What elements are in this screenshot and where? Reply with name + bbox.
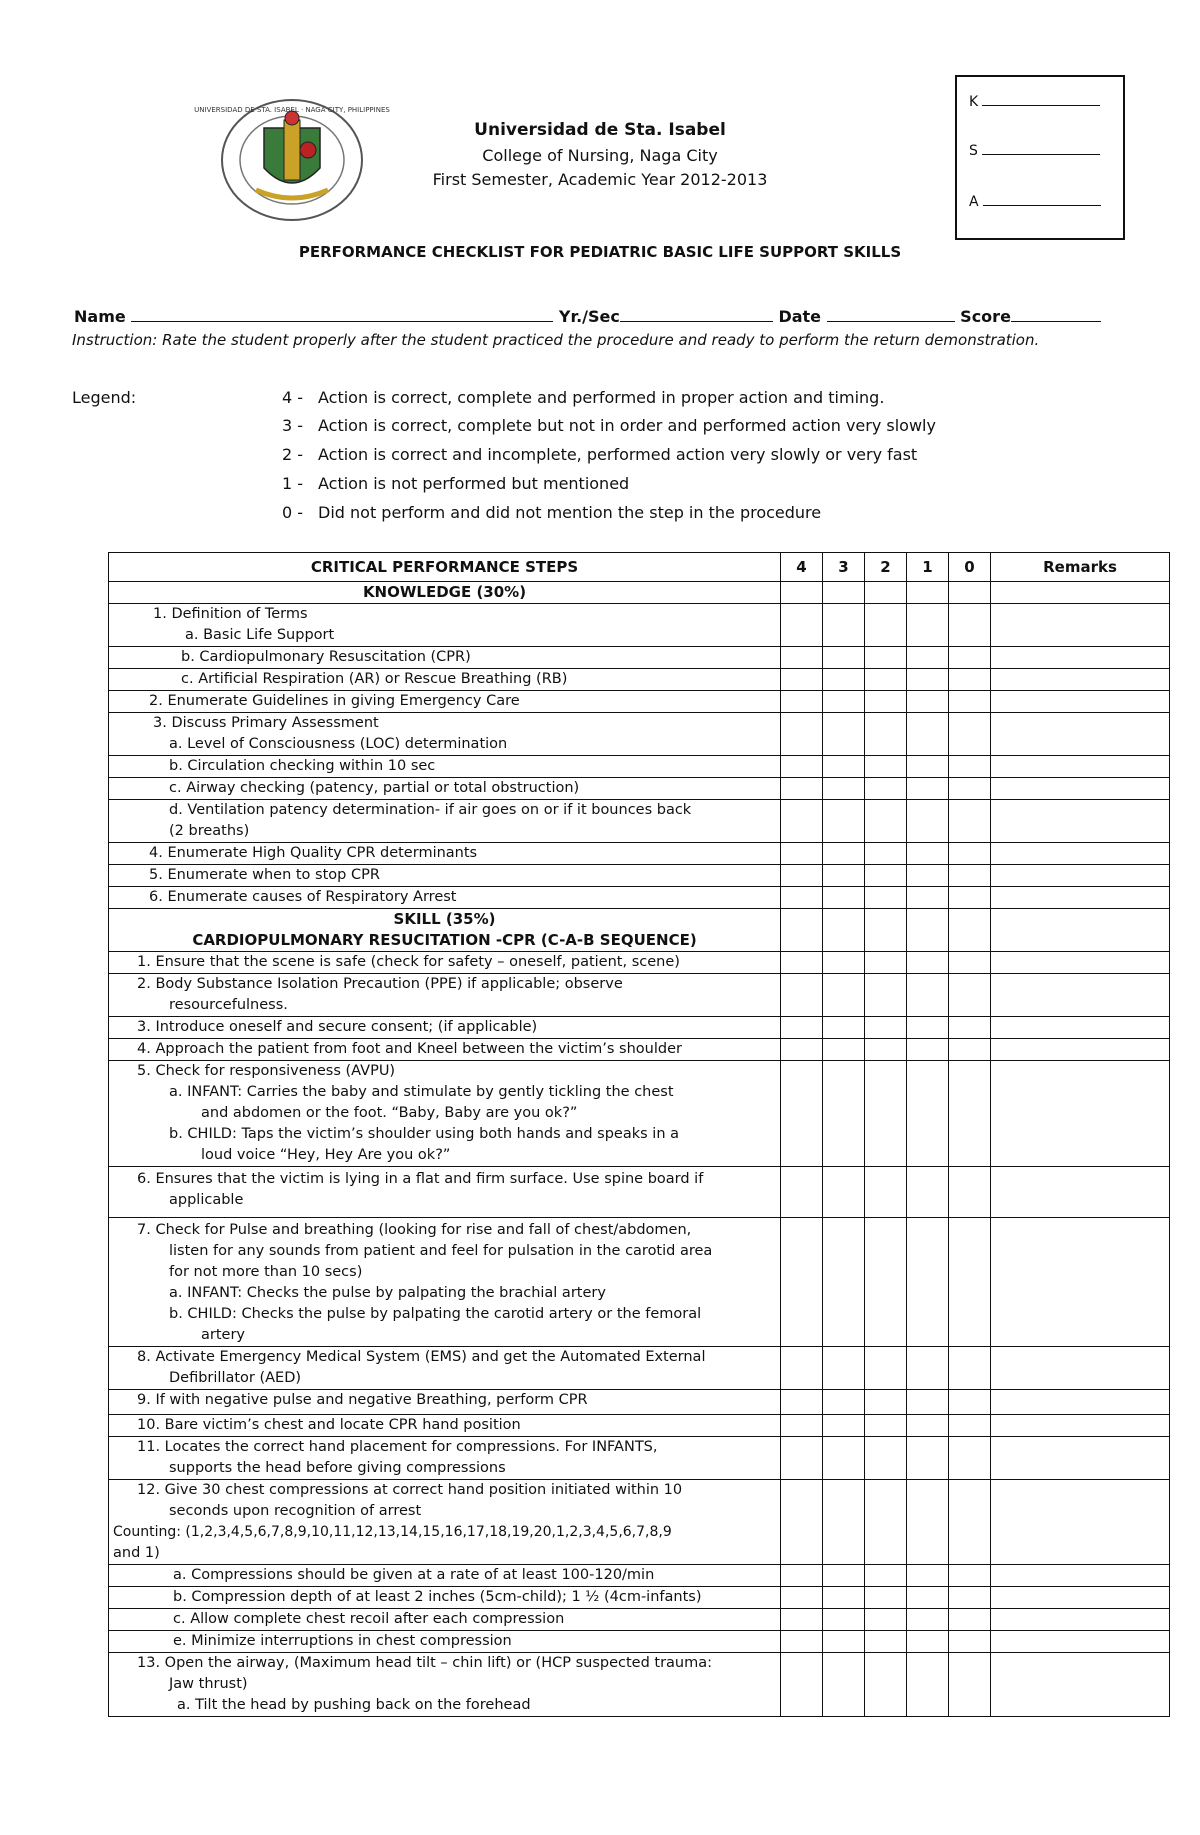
score-cell[interactable] — [949, 1061, 991, 1167]
semester-text: First Semester, Academic Year 2012-2013 — [432, 170, 768, 189]
score-cell[interactable] — [781, 887, 823, 909]
score-cell[interactable] — [823, 952, 865, 974]
remarks-cell[interactable] — [991, 843, 1170, 865]
score-cell[interactable] — [823, 1017, 865, 1039]
score-cell[interactable] — [781, 843, 823, 865]
score-cell[interactable] — [865, 647, 907, 669]
score-cell[interactable] — [865, 1347, 907, 1390]
score-cell[interactable] — [865, 1061, 907, 1167]
score-cell[interactable] — [949, 865, 991, 887]
score-cell[interactable] — [949, 1653, 991, 1717]
table-row: 6. Ensures that the victim is lying in a flat and firm surface. Use spine board if applicable — [109, 1167, 1170, 1218]
score-cell[interactable] — [865, 1167, 907, 1218]
score-cell[interactable] — [781, 1480, 823, 1565]
university-name: Universidad de Sta. Isabel — [474, 120, 726, 140]
score-cell[interactable] — [823, 1218, 865, 1347]
table-row: b. Compression depth of at least 2 inches (5cm-child); 1 ½ (4cm-infants) — [109, 1587, 1170, 1609]
score-cell[interactable] — [781, 1347, 823, 1390]
score-cell[interactable] — [949, 713, 991, 756]
remarks-cell[interactable] — [991, 1039, 1170, 1061]
column-header-0: 0 — [949, 553, 991, 582]
table-row: 11. Locates the correct hand placement for compressions. For INFANTS, supports the head before giving compressions — [109, 1437, 1170, 1480]
score-label: Score — [960, 307, 1011, 326]
score-cell[interactable] — [865, 952, 907, 974]
remarks-cell[interactable] — [991, 887, 1170, 909]
score-cell[interactable] — [823, 800, 865, 843]
score-cell[interactable] — [781, 756, 823, 778]
score-cell[interactable] — [949, 843, 991, 865]
score-cell[interactable] — [907, 756, 949, 778]
table-row: 3. Introduce oneself and secure consent; (if applicable) — [109, 1017, 1170, 1039]
score-cell[interactable] — [907, 669, 949, 691]
score-cell[interactable] — [907, 887, 949, 909]
score-cell[interactable] — [823, 1609, 865, 1631]
yrsec-field[interactable] — [620, 306, 773, 322]
score-cell[interactable] — [907, 1167, 949, 1218]
table-row: c. Artificial Respiration (AR) or Rescue Breathing (RB) — [109, 669, 1170, 691]
score-cell[interactable] — [907, 952, 949, 974]
score-cell[interactable] — [907, 1347, 949, 1390]
score-cell[interactable] — [865, 1480, 907, 1565]
ksa-a[interactable]: A — [969, 191, 1101, 210]
table-row: 5. Check for responsiveness (AVPU) a. INFANT: Carries the baby and stimulate by gently tickling the chest and abdomen or the foot. “Baby, Baby are you ok?” b. CHILD: Taps the victim’s shoulder using both hands and speaks in a loud voice “Hey, Hey Are you ok?” — [109, 1061, 1170, 1167]
score-cell[interactable] — [949, 974, 991, 1017]
score-cell[interactable] — [949, 1218, 991, 1347]
ksa-s[interactable]: S — [969, 140, 1100, 159]
score-cell[interactable] — [823, 1480, 865, 1565]
table-row: c. Allow complete chest recoil after each compression — [109, 1609, 1170, 1631]
score-cell[interactable] — [907, 1017, 949, 1039]
score-cell[interactable] — [823, 843, 865, 865]
remarks-cell[interactable] — [991, 1653, 1170, 1717]
table-row: a. Compressions should be given at a rate of at least 100-120/min — [109, 1565, 1170, 1587]
document-title: PERFORMANCE CHECKLIST FOR PEDIATRIC BASIC LIFE SUPPORT SKILLS — [298, 243, 902, 261]
remarks-cell[interactable] — [991, 800, 1170, 843]
remarks-cell[interactable] — [991, 647, 1170, 669]
score-cell[interactable] — [823, 974, 865, 1017]
remarks-cell[interactable] — [991, 1565, 1170, 1587]
score-cell[interactable] — [823, 713, 865, 756]
score-cell[interactable] — [907, 647, 949, 669]
score-cell[interactable] — [823, 756, 865, 778]
score-cell[interactable] — [907, 1039, 949, 1061]
remarks-cell[interactable] — [991, 1437, 1170, 1480]
score-cell[interactable] — [823, 691, 865, 713]
score-cell[interactable] — [823, 1039, 865, 1061]
score-cell[interactable] — [781, 604, 823, 647]
table-header-row — [109, 553, 1170, 582]
score-cell[interactable] — [949, 1587, 991, 1609]
table-row: 5. Enumerate when to stop CPR — [109, 865, 1170, 887]
score-cell[interactable] — [865, 1437, 907, 1480]
score-cell[interactable] — [865, 756, 907, 778]
score-cell[interactable] — [865, 778, 907, 800]
table-row: 2. Enumerate Guidelines in giving Emergency Care — [109, 691, 1170, 713]
table-row: 4. Approach the patient from foot and Kneel between the victim’s shoulder — [109, 1039, 1170, 1061]
score-cell[interactable] — [907, 1587, 949, 1609]
legend-item: 3 - Action is correct, complete but not in order and performed action very slowly — [282, 416, 936, 435]
remarks-cell[interactable] — [991, 1061, 1170, 1167]
score-cell[interactable] — [907, 604, 949, 647]
score-cell[interactable] — [907, 1415, 949, 1437]
legend-item: 0 - Did not perform and did not mention the step in the procedure — [282, 503, 822, 522]
score-cell[interactable] — [781, 1587, 823, 1609]
score-cell[interactable] — [823, 1653, 865, 1717]
score-cell[interactable] — [865, 843, 907, 865]
score-cell[interactable] — [781, 1565, 823, 1587]
score-cell[interactable] — [865, 800, 907, 843]
remarks-cell[interactable] — [991, 1390, 1170, 1415]
table-row: 6. Enumerate causes of Respiratory Arrest — [109, 887, 1170, 909]
score-cell[interactable] — [907, 974, 949, 1017]
score-cell[interactable] — [781, 691, 823, 713]
score-cell[interactable] — [907, 843, 949, 865]
score-cell[interactable] — [907, 1609, 949, 1631]
score-cell[interactable] — [865, 604, 907, 647]
score-cell[interactable] — [907, 778, 949, 800]
table-row: 7. Check for Pulse and breathing (looking for rise and fall of chest/abdomen, listen for any sounds from patient and feel for pulsation in the carotid area for not more than 10 secs) a. INFANT: Checks the pulse by palpating the brachial artery b. CHILD: Checks the pulse by palpating the carotid artery or the femoral artery — [109, 1218, 1170, 1347]
column-header-remarks: Remarks — [991, 553, 1170, 582]
table-row: 2. Body Substance Isolation Precaution (PPE) if applicable; observe resourcefulness. — [109, 974, 1170, 1017]
score-cell[interactable] — [865, 1390, 907, 1415]
score-cell[interactable] — [907, 1565, 949, 1587]
date-field[interactable] — [827, 306, 955, 322]
score-cell[interactable] — [781, 778, 823, 800]
score-cell[interactable] — [949, 604, 991, 647]
score-cell[interactable] — [865, 691, 907, 713]
column-header-4: 4 — [781, 553, 823, 582]
university-seal — [194, 98, 390, 222]
score-cell[interactable] — [865, 1415, 907, 1437]
score-cell[interactable] — [823, 1167, 865, 1218]
table-row: 8. Activate Emergency Medical System (EMS) and get the Automated External Defibrillator (AED) — [109, 1347, 1170, 1390]
score-cell[interactable] — [823, 1631, 865, 1653]
score-cell[interactable] — [949, 1347, 991, 1390]
score-cell[interactable] — [907, 1390, 949, 1415]
score-cell[interactable] — [949, 1609, 991, 1631]
score-cell[interactable] — [823, 865, 865, 887]
column-header-3: 3 — [823, 553, 865, 582]
instruction-text: Instruction: Rate the student properly after the student practiced the procedure and ready to perform the return demonstration. — [72, 331, 1040, 349]
score-cell[interactable] — [781, 865, 823, 887]
score-cell[interactable] — [823, 1390, 865, 1415]
score-cell[interactable] — [823, 1437, 865, 1480]
score-cell[interactable] — [949, 1631, 991, 1653]
remarks-cell[interactable] — [991, 1587, 1170, 1609]
score-cell[interactable] — [781, 800, 823, 843]
score-cell[interactable] — [949, 1039, 991, 1061]
remarks-cell[interactable] — [991, 1167, 1170, 1218]
remarks-cell[interactable] — [991, 778, 1170, 800]
score-cell[interactable] — [865, 865, 907, 887]
score-cell[interactable] — [781, 713, 823, 756]
section-row-skill: SKILL (35%) CARDIOPULMONARY RESUCITATION -CPR (C-A-B SEQUENCE) — [109, 909, 1170, 952]
score-cell[interactable] — [823, 604, 865, 647]
score-cell[interactable] — [907, 713, 949, 756]
table-row: c. Airway checking (patency, partial or total obstruction) — [109, 778, 1170, 800]
ksa-k[interactable]: K — [969, 91, 1100, 110]
score-cell[interactable] — [949, 756, 991, 778]
score-cell[interactable] — [781, 1017, 823, 1039]
score-cell[interactable] — [823, 1565, 865, 1587]
score-cell[interactable] — [823, 1061, 865, 1167]
student-info-line — [74, 306, 1101, 326]
score-cell[interactable] — [949, 1565, 991, 1587]
score-cell[interactable] — [781, 1609, 823, 1631]
table-row: 1. Definition of Terms a. Basic Life Support — [109, 604, 1170, 647]
name-label: Name — [74, 307, 126, 326]
yrsec-label: Yr./Sec — [558, 307, 620, 326]
score-cell[interactable] — [865, 669, 907, 691]
score-cell[interactable] — [823, 1347, 865, 1390]
score-cell[interactable] — [907, 691, 949, 713]
score-cell[interactable] — [781, 669, 823, 691]
score-cell[interactable] — [949, 669, 991, 691]
table-row: 4. Enumerate High Quality CPR determinants — [109, 843, 1170, 865]
remarks-cell[interactable] — [991, 865, 1170, 887]
remarks-cell[interactable] — [991, 1415, 1170, 1437]
table-row: 1. Ensure that the scene is safe (check for safety – oneself, patient, scene) — [109, 952, 1170, 974]
score-cell[interactable] — [949, 887, 991, 909]
table-row: e. Minimize interruptions in chest compression — [109, 1631, 1170, 1653]
score-cell[interactable] — [865, 1218, 907, 1347]
score-cell[interactable] — [865, 1609, 907, 1631]
table-row: b. Circulation checking within 10 sec — [109, 756, 1170, 778]
score-cell[interactable] — [781, 1631, 823, 1653]
score-cell[interactable] — [823, 778, 865, 800]
score-cell[interactable] — [949, 1390, 991, 1415]
score-cell[interactable] — [949, 1437, 991, 1480]
remarks-cell[interactable] — [991, 1017, 1170, 1039]
score-cell[interactable] — [823, 669, 865, 691]
remarks-cell[interactable] — [991, 691, 1170, 713]
score-cell[interactable] — [949, 691, 991, 713]
score-cell[interactable] — [865, 713, 907, 756]
remarks-cell[interactable] — [991, 1218, 1170, 1347]
svg-text:UNIVERSIDAD DE STA. ISABEL · N: UNIVERSIDAD DE STA. ISABEL · NAGA CITY, PHILIPPINES — [194, 106, 390, 114]
score-cell[interactable] — [865, 887, 907, 909]
score-cell[interactable] — [865, 1587, 907, 1609]
score-cell[interactable] — [949, 1017, 991, 1039]
name-field[interactable] — [131, 306, 553, 322]
legend-item: 1 - Action is not performed but mentioned — [282, 474, 630, 493]
score-cell[interactable] — [781, 1039, 823, 1061]
table-row: 12. Give 30 chest compressions at correct hand position initiated within 10 seconds upon recognition of arrest Counting: (1,2,3,4,5,6,7,8,9,10,11,12,13,14,15,16,17,18,19,20,1,2,3,4,5,6,7,8,9 and 1) — [109, 1480, 1170, 1565]
legend-item: 4 - Action is correct, complete and performed in proper action and timing. — [282, 388, 885, 407]
score-cell[interactable] — [781, 1415, 823, 1437]
score-cell[interactable] — [949, 1415, 991, 1437]
remarks-cell[interactable] — [991, 713, 1170, 756]
remarks-cell[interactable] — [991, 974, 1170, 1017]
score-cell[interactable] — [949, 778, 991, 800]
college-name: College of Nursing, Naga City — [482, 146, 718, 165]
remarks-cell[interactable] — [991, 604, 1170, 647]
score-cell[interactable] — [949, 647, 991, 669]
score-cell[interactable] — [781, 1653, 823, 1717]
score-cell[interactable] — [781, 974, 823, 1017]
table-row: 3. Discuss Primary Assessment a. Level of Consciousness (LOC) determination — [109, 713, 1170, 756]
score-cell[interactable] — [781, 1167, 823, 1218]
performance-checklist-table — [108, 552, 1170, 1717]
score-cell[interactable] — [781, 952, 823, 974]
score-cell[interactable] — [781, 1437, 823, 1480]
score-cell[interactable] — [949, 1480, 991, 1565]
remarks-cell[interactable] — [991, 1609, 1170, 1631]
score-cell[interactable] — [907, 1218, 949, 1347]
score-cell[interactable] — [823, 887, 865, 909]
score-cell[interactable] — [865, 1017, 907, 1039]
score-cell[interactable] — [865, 1631, 907, 1653]
score-cell[interactable] — [949, 800, 991, 843]
table-row: b. Cardiopulmonary Resuscitation (CPR) — [109, 647, 1170, 669]
score-cell[interactable] — [865, 974, 907, 1017]
score-cell[interactable] — [823, 1587, 865, 1609]
legend-label: Legend: — [72, 388, 137, 407]
table-row: 13. Open the airway, (Maximum head tilt – chin lift) or (HCP suspected trauma: Jaw thrust) a. Tilt the head by pushing back on the forehead — [109, 1653, 1170, 1717]
score-cell[interactable] — [865, 1039, 907, 1061]
score-cell[interactable] — [823, 647, 865, 669]
score-cell[interactable] — [781, 647, 823, 669]
score-cell[interactable] — [907, 800, 949, 843]
score-cell[interactable] — [907, 1437, 949, 1480]
ksa-box — [955, 75, 1125, 240]
score-cell[interactable] — [907, 1061, 949, 1167]
score-cell[interactable] — [865, 1565, 907, 1587]
table-row: 10. Bare victim’s chest and locate CPR hand position — [109, 1415, 1170, 1437]
score-field[interactable] — [1011, 306, 1101, 322]
score-cell[interactable] — [907, 865, 949, 887]
column-header-1: 1 — [907, 553, 949, 582]
remarks-cell[interactable] — [991, 1347, 1170, 1390]
score-cell[interactable] — [781, 1218, 823, 1347]
date-label: Date — [778, 307, 822, 326]
score-cell[interactable] — [781, 1061, 823, 1167]
table-row: d. Ventilation patency determination- if air goes on or if it bounces back (2 breaths) — [109, 800, 1170, 843]
score-cell[interactable] — [949, 1167, 991, 1218]
remarks-cell[interactable] — [991, 1631, 1170, 1653]
score-cell[interactable] — [949, 952, 991, 974]
remarks-cell[interactable] — [991, 669, 1170, 691]
score-cell[interactable] — [907, 1653, 949, 1717]
remarks-cell[interactable] — [991, 1480, 1170, 1565]
column-header-steps: CRITICAL PERFORMANCE STEPS — [109, 553, 781, 582]
remarks-cell[interactable] — [991, 952, 1170, 974]
score-cell[interactable] — [781, 1390, 823, 1415]
score-cell[interactable] — [907, 1631, 949, 1653]
score-cell[interactable] — [823, 1415, 865, 1437]
section-row-knowledge: KNOWLEDGE (30%) — [109, 582, 1170, 604]
score-cell[interactable] — [865, 1653, 907, 1717]
column-header-2: 2 — [865, 553, 907, 582]
remarks-cell[interactable] — [991, 756, 1170, 778]
legend-item: 2 - Action is correct and incomplete, performed action very slowly or very fast — [282, 445, 918, 464]
table-row: 9. If with negative pulse and negative Breathing, perform CPR — [109, 1390, 1170, 1415]
score-cell[interactable] — [907, 1480, 949, 1565]
